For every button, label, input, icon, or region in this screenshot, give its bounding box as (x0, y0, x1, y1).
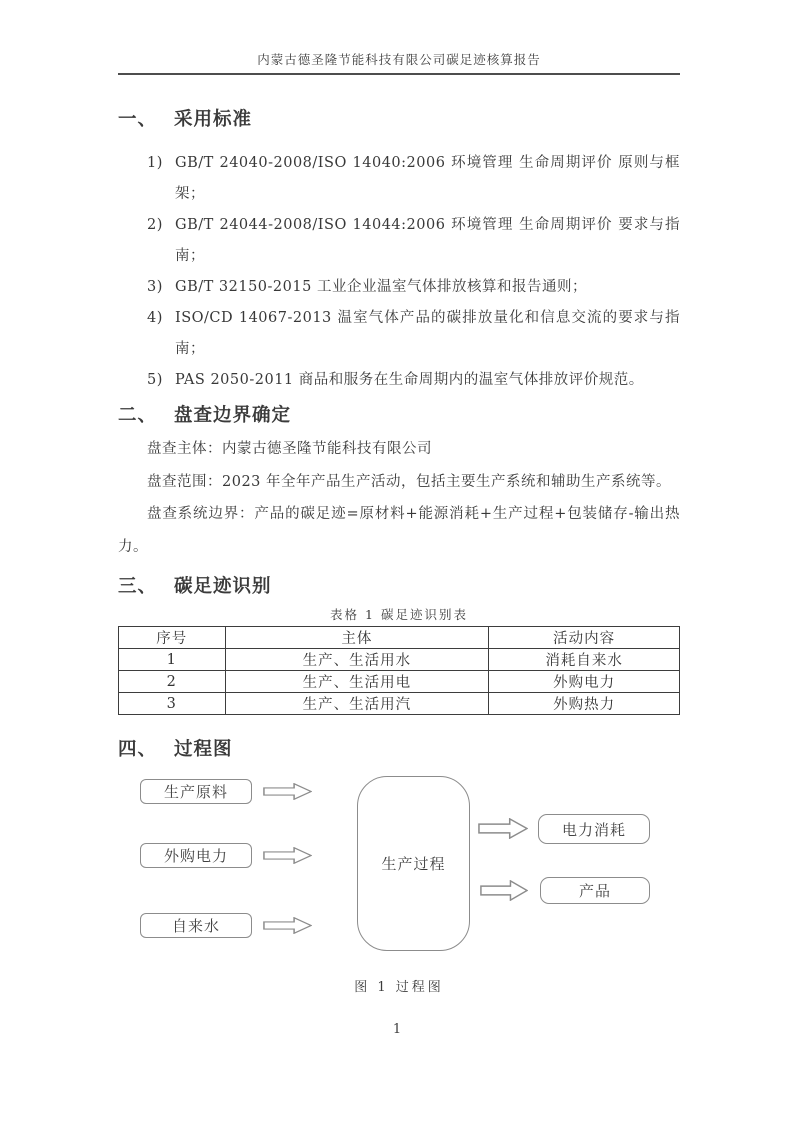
cell-activity: 外购热力 (489, 693, 680, 715)
paragraph-subject: 盘查主体：内蒙古德圣隆节能科技有限公司 (147, 441, 432, 457)
standards-item (118, 210, 680, 272)
page-number: 1 (392, 1022, 402, 1037)
diagram-input-raw-materials: 生产原料 (140, 779, 252, 804)
item-text: GB/T 24040-2008/ISO 14040:2006 环境管理 生命周期评价 原则与框架； (175, 155, 680, 202)
table-header-row (119, 627, 680, 649)
cell-seq: 1 (119, 649, 226, 671)
item-number: 5) (147, 372, 163, 388)
boundary-paragraphs (118, 433, 680, 563)
item-number: 2) (147, 217, 163, 233)
item-text: GB/T 32150-2015 工业企业温室气体排放核算和报告通则； (175, 279, 587, 295)
section-title: 盘查边界确定 (174, 404, 292, 425)
table-row (119, 649, 680, 671)
cell-activity: 外购电力 (489, 671, 680, 693)
section-heading-standards (118, 105, 680, 131)
standards-item (118, 148, 680, 210)
item-text: PAS 2050-2011 商品和服务在生命周期内的温室气体排放评价规范。 (175, 372, 644, 388)
paragraph-system-boundary: 盘查系统边界：产品的碳足迹=原材料+能源消耗+生产过程+包装储存-输出热力。 (118, 506, 680, 555)
right-arrow-icon (263, 783, 312, 800)
header-rule (118, 73, 680, 75)
diagram-output-product: 产品 (540, 877, 650, 904)
process-flow-diagram (118, 771, 680, 967)
section-title: 碳足迹识别 (174, 575, 272, 596)
standards-list (118, 148, 680, 396)
header-title: 内蒙古德圣隆节能科技有限公司碳足迹核算报告 (257, 52, 541, 67)
diagram-output-electricity-consumption: 电力消耗 (538, 814, 650, 844)
item-text: GB/T 24044-2008/ISO 14044:2006 环境管理 生命周期评价 要求与指南； (175, 217, 680, 264)
page-header (118, 0, 680, 75)
col-header-subject: 主体 (225, 627, 489, 649)
item-number: 1) (147, 155, 163, 171)
section-number: 一、 (118, 108, 158, 129)
paragraph-scope: 盘查范围：2023 年全年产品生产活动，包括主要生产系统和辅助生产系统等。 (147, 473, 672, 490)
section-title: 过程图 (174, 738, 233, 759)
right-arrow-icon (263, 847, 312, 864)
table-row (119, 671, 680, 693)
section-number: 二、 (118, 404, 158, 425)
section-heading-boundary (118, 401, 680, 427)
item-number: 4) (147, 310, 163, 326)
figure-caption: 图 1 过程图 (354, 980, 444, 995)
item-number: 3) (147, 279, 163, 295)
right-arrow-icon (478, 818, 528, 839)
cell-seq: 3 (119, 693, 226, 715)
cell-subject: 生产、生活用汽 (225, 693, 489, 715)
right-arrow-icon (263, 917, 312, 934)
standards-item (118, 365, 680, 396)
section-title: 采用标准 (174, 108, 253, 129)
diagram-input-tap-water: 自来水 (140, 913, 252, 938)
section-heading-process-diagram (118, 735, 680, 761)
section-heading-footprint-id (118, 572, 680, 598)
col-header-activity: 活动内容 (489, 627, 680, 649)
cell-subject: 生产、生活用电 (225, 671, 489, 693)
right-arrow-icon (480, 880, 528, 901)
footprint-table (118, 626, 680, 715)
col-header-seq: 序号 (119, 627, 226, 649)
section-number: 三、 (118, 575, 158, 596)
table-caption: 表格 1 碳足迹识别表 (330, 607, 468, 622)
standards-item (118, 303, 680, 365)
diagram-process-box: 生产过程 (357, 776, 470, 951)
cell-activity: 消耗自来水 (489, 649, 680, 671)
cell-subject: 生产、生活用水 (225, 649, 489, 671)
section-number: 四、 (118, 738, 158, 759)
cell-seq: 2 (119, 671, 226, 693)
standards-item (118, 272, 680, 303)
item-text: ISO/CD 14067-2013 温室气体产品的碳排放量化和信息交流的要求与指南； (175, 310, 680, 357)
diagram-input-purchased-electricity: 外购电力 (140, 843, 252, 868)
table-row (119, 693, 680, 715)
